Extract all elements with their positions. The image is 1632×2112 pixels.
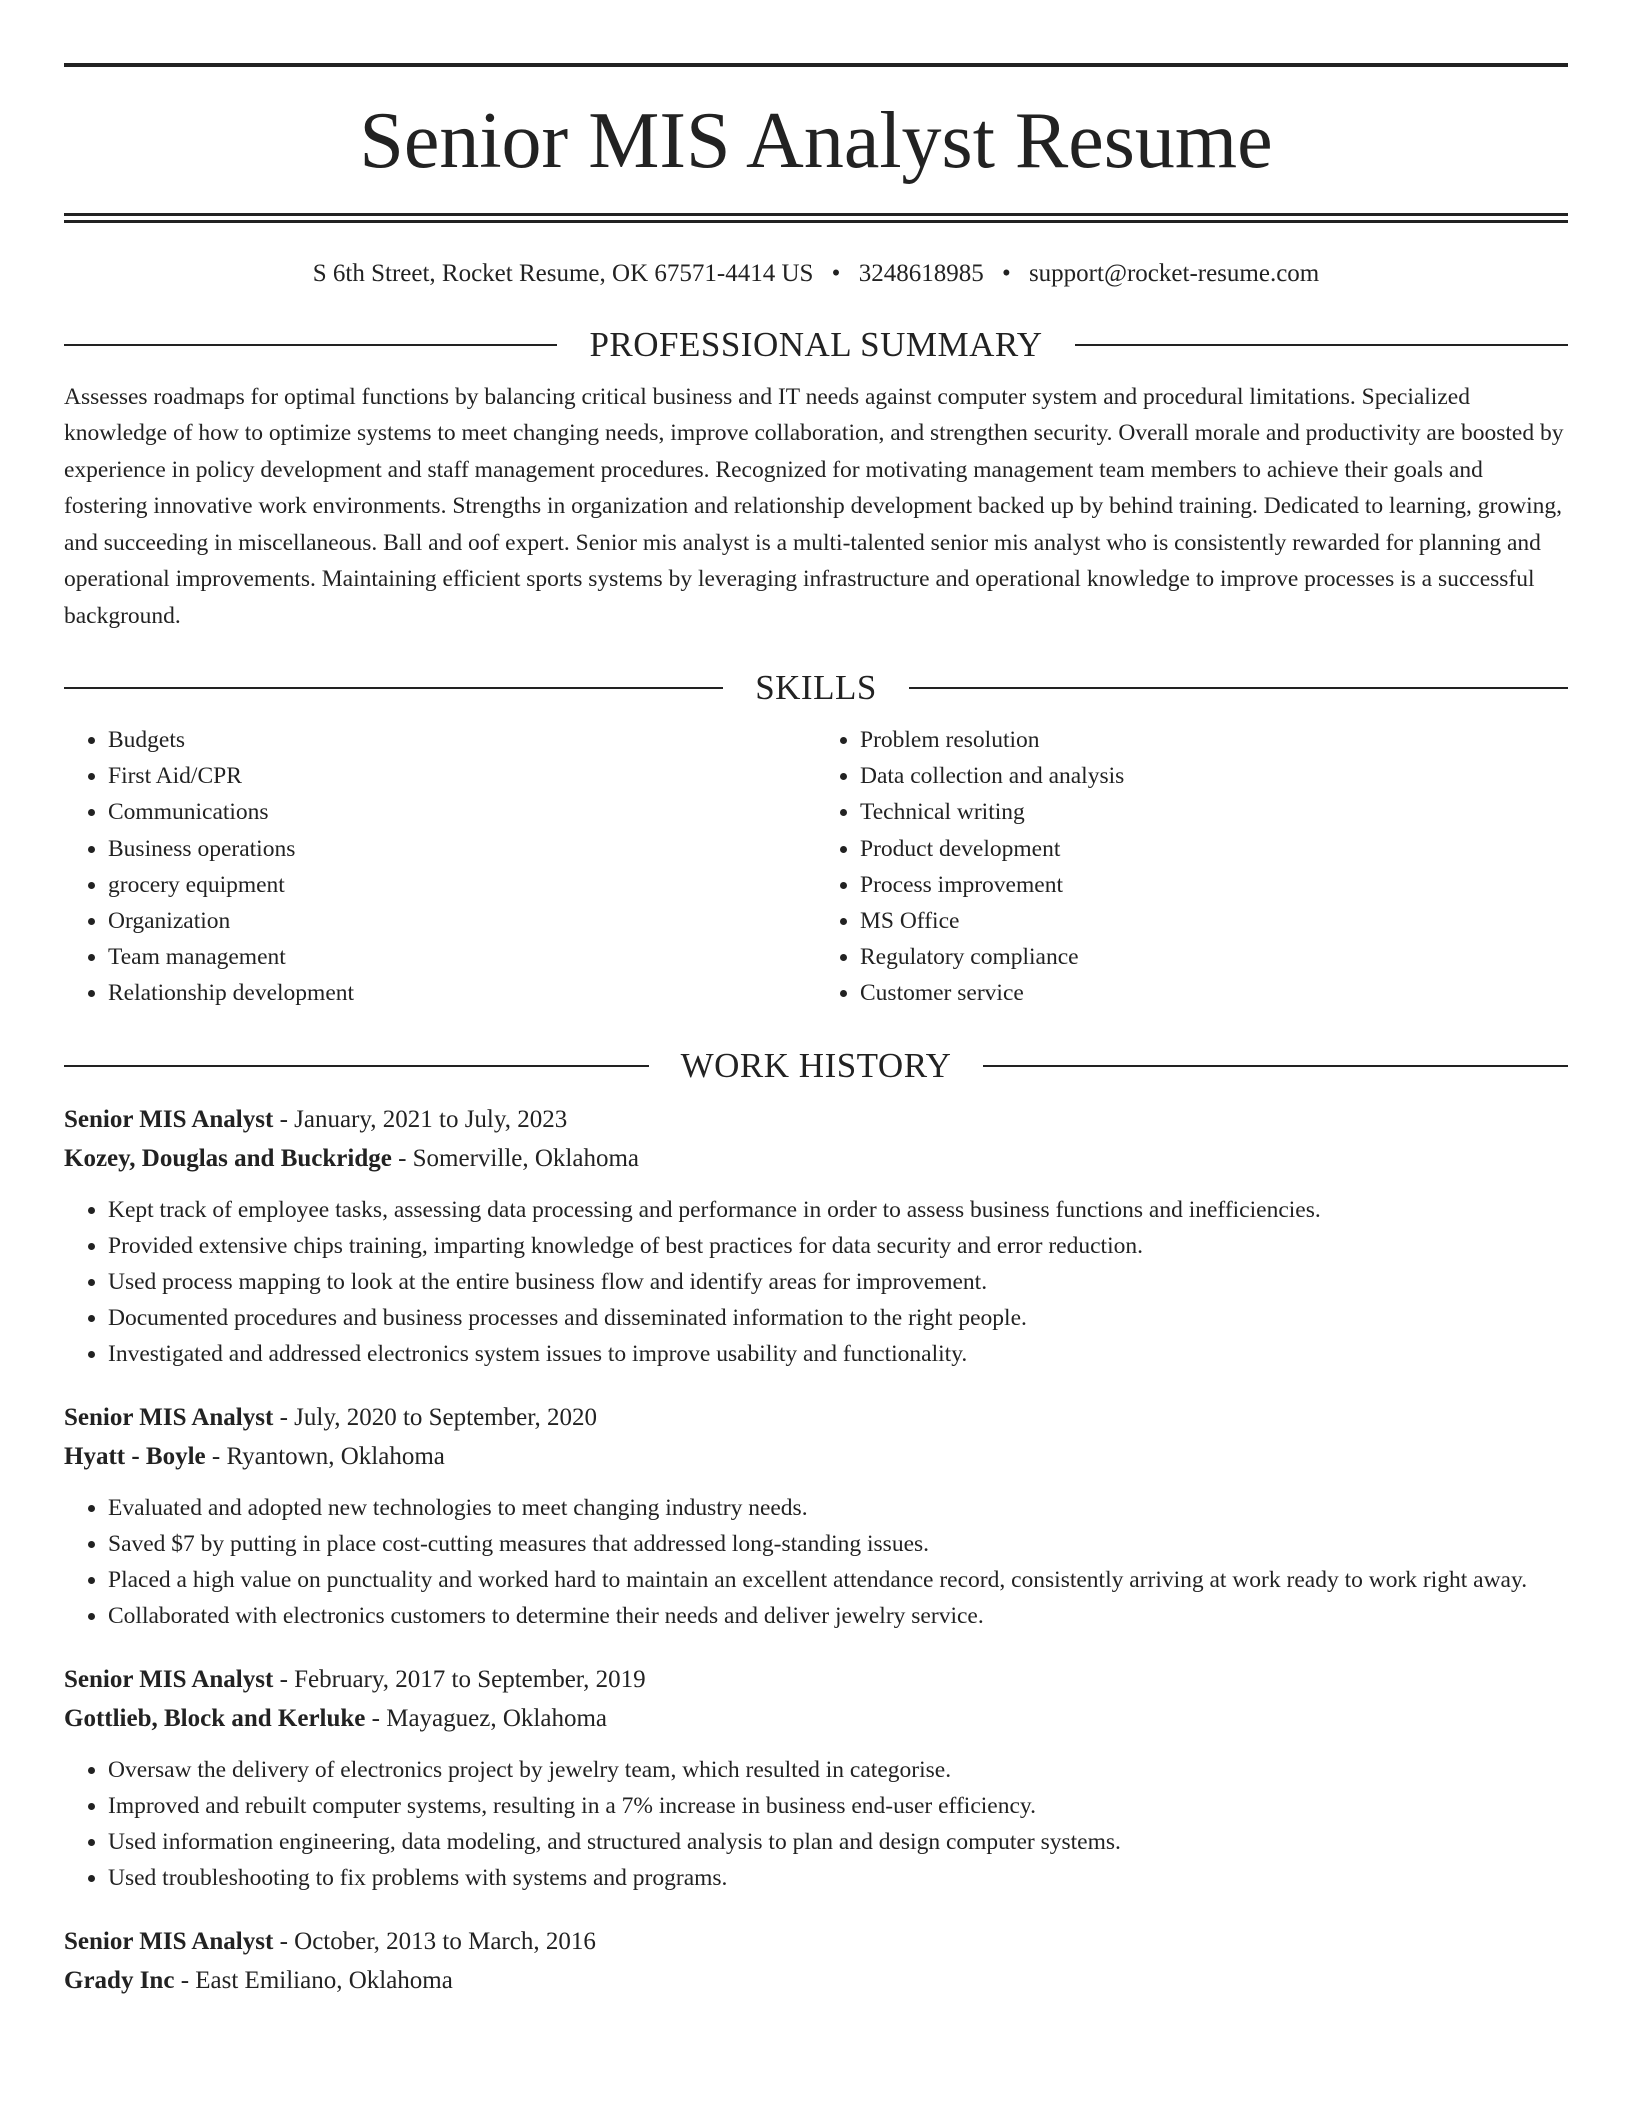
job-bullet: • Documented procedures and business processes and disseminated information to the right people.: [108, 1300, 1568, 1336]
skill-item: • Organization: [108, 903, 816, 939]
job-bullets: [64, 1490, 1568, 1634]
title-double-rule: [64, 213, 1568, 223]
contact-separator: •: [1001, 260, 1011, 287]
skill-item: • Communications: [108, 794, 816, 830]
job-bullets: [64, 1752, 1568, 1896]
job-dates: - July, 2020 to September, 2020: [273, 1403, 598, 1431]
top-rule: [64, 63, 1568, 67]
skills-column-left: [64, 722, 816, 1012]
skills-list: [64, 722, 1568, 1012]
skill-item: • Data collection and analysis: [860, 758, 1568, 794]
job-company: Gottlieb, Block and Kerluke: [64, 1704, 366, 1732]
skill-item: • Relationship development: [108, 975, 816, 1011]
job-bullet: • Improved and rebuilt computer systems, resulting in a 7% increase in business end-user efficiency.: [108, 1788, 1568, 1824]
job-bullet: • Used information engineering, data modeling, and structured analysis to plan and design computer systems.: [108, 1824, 1568, 1860]
skill-item: • Team management: [108, 939, 816, 975]
skill-item: • Product development: [860, 831, 1568, 867]
skill-item: • Problem resolution: [860, 722, 1568, 758]
job-bullets: [64, 1192, 1568, 1372]
job-bullet: • Oversaw the delivery of electronics project by jewelry team, which resulted in categorise.: [108, 1752, 1568, 1788]
contact-address: S 6th Street, Rocket Resume, OK 67571-4414 US: [312, 260, 814, 287]
skill-item: • Regulatory compliance: [860, 939, 1568, 975]
job-title: Senior MIS Analyst: [64, 1105, 274, 1133]
job-title: Senior MIS Analyst: [64, 1403, 274, 1431]
heading-rule-right: [909, 687, 1568, 689]
work-history-heading: [64, 1046, 1568, 1086]
skill-item: • grocery equipment: [108, 867, 816, 903]
job-bullet: • Used process mapping to look at the entire business flow and identify areas for improvement.: [108, 1264, 1568, 1300]
work-history-heading-label: WORK HISTORY: [680, 1045, 952, 1085]
job-entry: [64, 1398, 1568, 1634]
job-bullet: • Saved $7 by putting in place cost-cutting measures that addressed long-standing issues.: [108, 1526, 1568, 1562]
job-dates: - January, 2021 to July, 2023: [273, 1105, 568, 1133]
job-entry: [64, 1660, 1568, 1896]
skills-heading-label: SKILLS: [755, 668, 877, 707]
job-company-line: [64, 1437, 1568, 1476]
skill-item: • First Aid/CPR: [108, 758, 816, 794]
job-bullet: • Collaborated with electronics customers to determine their needs and deliver jewelry service.: [108, 1598, 1568, 1634]
job-bullet: • Investigated and addressed electronics system issues to improve usability and functionality.: [108, 1336, 1568, 1372]
summary-heading: [64, 325, 1568, 365]
job-location: - Ryantown, Oklahoma: [205, 1442, 445, 1470]
job-title: Senior MIS Analyst: [64, 1665, 274, 1693]
job-company: Kozey, Douglas and Buckridge: [64, 1144, 392, 1172]
resume-page: [64, 0, 1568, 2000]
skills-heading: [64, 668, 1568, 708]
heading-rule-right: [983, 1065, 1568, 1067]
job-company-line: [64, 1139, 1568, 1178]
summary-text: Assesses roadmaps for optimal functions by balancing critical business and IT needs against computer system and procedural limitations. Specialized knowledge of how to optimize systems to meet changing needs, improve collaboration, and strengthen security. Overall morale and productivity are boosted by experience in policy development and staff management procedures. Recognized for motivating management team members to achieve their goals and fostering innovative work environments. Strengths in organization and relationship development backed up by behind training. Dedicated to learning, growing, and succeeding in miscellaneous. Ball and oof expert. Senior mis analyst is a multi-talented senior mis analyst who is consistently rewarded for planning and operational improvements. Maintaining efficient sports systems by leveraging infrastructure and operational knowledge to improve processes is a successful background.: [64, 383, 1564, 629]
skill-item: • MS Office: [860, 903, 1568, 939]
job-title-line: [64, 1398, 1568, 1437]
skill-item: • Process improvement: [860, 867, 1568, 903]
job-entry: [64, 1922, 1568, 2000]
job-bullet: • Kept track of employee tasks, assessing data processing and performance in order to assess business functions and inefficiencies.: [108, 1192, 1568, 1228]
heading-rule-left: [64, 1065, 649, 1067]
job-company-line: [64, 1699, 1568, 1738]
job-bullet: • Evaluated and adopted new technologies to meet changing industry needs.: [108, 1490, 1568, 1526]
skill-item: • Business operations: [108, 831, 816, 867]
job-dates: - October, 2013 to March, 2016: [273, 1927, 596, 1955]
summary-heading-label: PROFESSIONAL SUMMARY: [589, 324, 1043, 364]
skill-item: • Technical writing: [860, 794, 1568, 830]
contact-line: [64, 258, 1568, 291]
job-title-line: [64, 1100, 1568, 1139]
job-bullet: • Placed a high value on punctuality and worked hard to maintain an excellent attendance record, consistently arriving at work ready to work right away.: [108, 1562, 1568, 1598]
job-title-line: [64, 1922, 1568, 1961]
job-entry: [64, 1100, 1568, 1372]
contact-phone: 3248618985: [858, 260, 984, 287]
contact-email: support@rocket-resume.com: [1028, 260, 1320, 287]
job-title: Senior MIS Analyst: [64, 1927, 274, 1955]
contact-separator: •: [831, 260, 841, 287]
job-bullet: • Provided extensive chips training, imparting knowledge of best practices for data security and error reduction.: [108, 1228, 1568, 1264]
page-title: Senior MIS Analyst Resume: [359, 97, 1273, 185]
skill-item: • Customer service: [860, 975, 1568, 1011]
skill-item: • Budgets: [108, 722, 816, 758]
job-location: - Somerville, Oklahoma: [391, 1144, 639, 1172]
job-company: Grady Inc: [64, 1966, 175, 1994]
job-location: - East Emiliano, Oklahoma: [174, 1966, 453, 1994]
heading-rule-left: [64, 344, 557, 346]
skills-column-right: [816, 722, 1568, 1012]
heading-rule-right: [1075, 344, 1568, 346]
job-location: - Mayaguez, Oklahoma: [365, 1704, 607, 1732]
heading-rule-left: [64, 687, 723, 689]
job-bullet: • Used troubleshooting to fix problems with systems and programs.: [108, 1860, 1568, 1896]
job-dates: - February, 2017 to September, 2019: [273, 1665, 646, 1693]
job-title-line: [64, 1660, 1568, 1699]
job-company-line: [64, 1961, 1568, 2000]
job-company: Hyatt - Boyle: [64, 1442, 206, 1470]
